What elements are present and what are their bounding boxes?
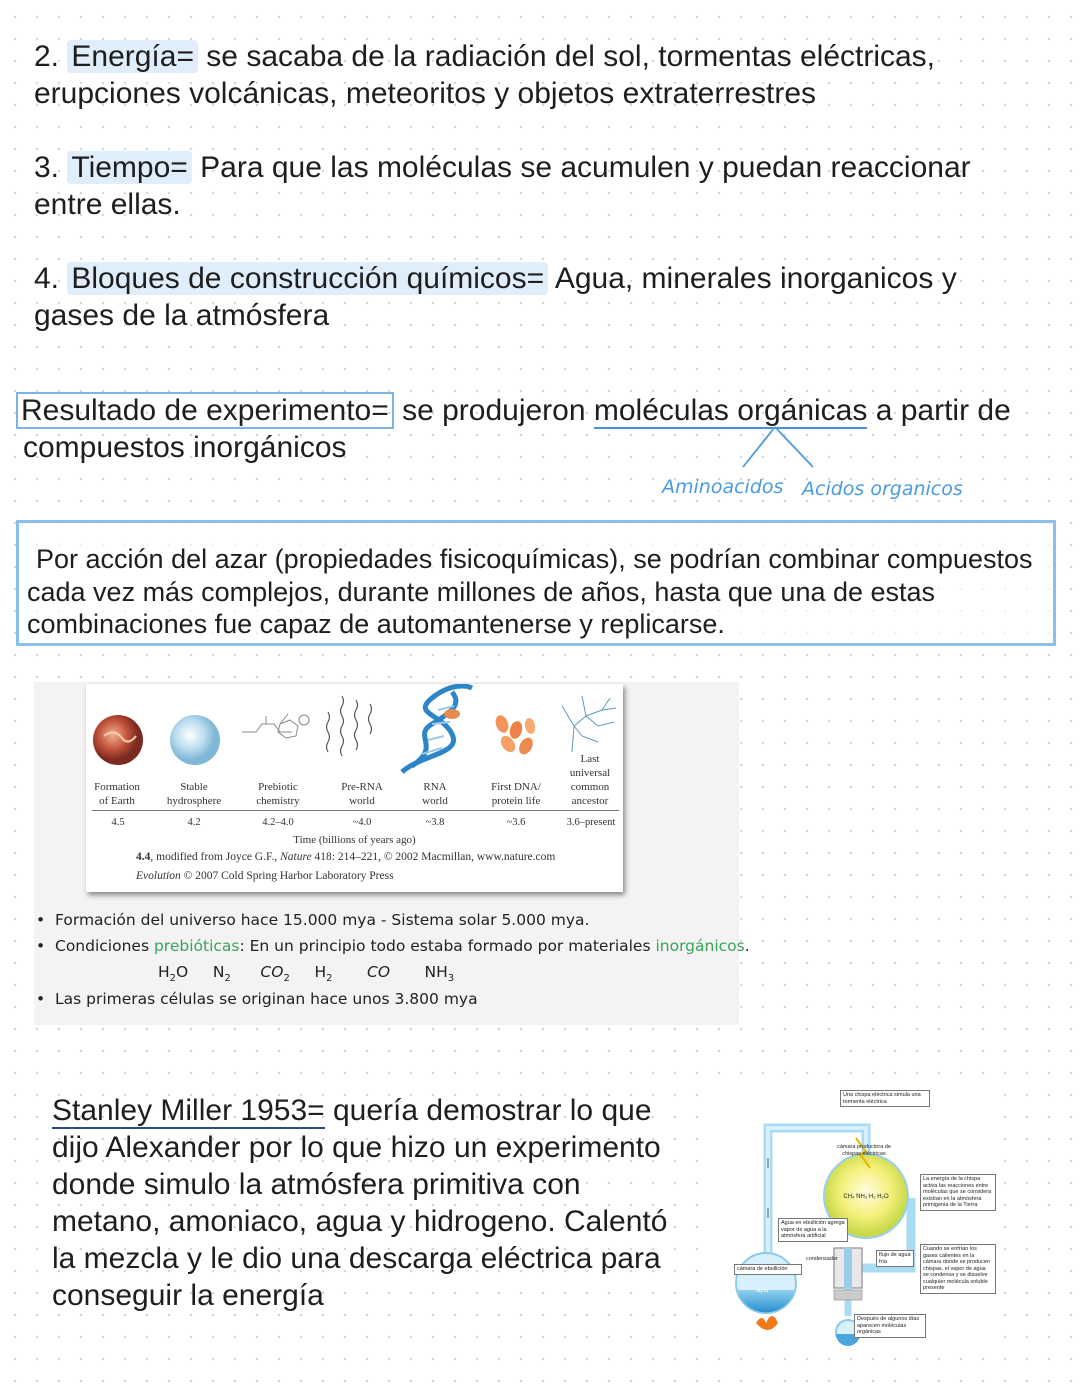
miller-line: metano, amoniaco, agua y hidrogeno. Calentó (52, 1205, 668, 1238)
rna-helix-icon (392, 684, 476, 776)
tree-of-life-icon (552, 686, 622, 756)
pre-rna-strands-icon (320, 692, 380, 772)
miller-line: la mezcla y le dio una descarga eléctrica para (52, 1242, 661, 1275)
item-number: 3. (34, 151, 60, 184)
stage-label: First DNA/ protein life (491, 781, 541, 807)
stage-label: RNA world (422, 781, 448, 807)
result-highlight: moléculas orgánicas (593, 394, 868, 427)
boxed-line: combinaciones fue capaz de automantenerse y replicarse. (27, 609, 725, 639)
item-number: 2. (34, 40, 60, 73)
item-tiempo (34, 149, 1054, 223)
item-bloques (34, 260, 1054, 334)
bullet-item: • Formación del universo hace 15.000 mya - Sistema solar 5.000 mya. (36, 911, 590, 929)
stage-label: Pre-RNA world (341, 781, 383, 807)
apparatus-label: flujo de agua fría (876, 1250, 914, 1267)
apparatus-drawing (716, 1078, 998, 1350)
item-text: se sacaba de la radiación del sol, tormentas eléctricas, (197, 40, 936, 73)
apparatus-label: cámara de ebullición (734, 1264, 802, 1275)
apparatus-label: cámara productora de chispas eléctricas (837, 1144, 891, 1157)
earth-formation-icon (92, 706, 152, 766)
prebiotic-molecule-icon (238, 710, 310, 750)
boxed-line: cada vez más complejos, durante millones de años, hasta que una de estas (27, 576, 936, 607)
apparatus-label: agua (756, 1288, 769, 1294)
apparatus-label: Una chispa eléctrica simula una tormenta eléctrica (840, 1090, 930, 1107)
first-cells-icon (488, 712, 544, 762)
result-text-c: a partir de (867, 394, 1011, 427)
gases-label: CH₄ NH₃ H₂ H₂O (843, 1194, 889, 1200)
timeline-axis (92, 810, 619, 811)
item-energia (34, 38, 1054, 112)
boxed-paragraph (16, 520, 1056, 646)
apparatus-label: condensador (806, 1256, 838, 1262)
miller-line: dijo Alexander por lo que hizo un experimento (52, 1131, 661, 1164)
stage-time: ~3.6 (506, 817, 526, 828)
apparatus-label: La energía de la chispa activa las reacciones entre moléculas que se considera existían en la atmósfera primigenia de la Tierra (920, 1174, 996, 1211)
stage-label: Stable hydrosphere (166, 781, 222, 807)
stage-time: ~3.8 (425, 817, 445, 828)
apparatus-label: Cuando se enfrían los gases calientes en la cámara donde se producen chispas, el vapor de agua se condensa y se disuelve cualquier molécula soluble presente (920, 1244, 996, 1294)
result-statement (16, 392, 1076, 466)
miller-line: donde simulo la atmósfera primitiva con (52, 1168, 581, 1201)
stage-time: 3.6–present (566, 817, 616, 828)
item-term: Tiempo= (67, 151, 191, 184)
result-label: Resultado de experimento= (16, 392, 394, 429)
chemical-formulas: $H_2O$ $N_2$ $CO_2$ $H_2$ CO $NH_3$ (158, 963, 455, 985)
stage-time: 4.2 (187, 817, 201, 828)
miller-name: Stanley Miller 1953= (52, 1094, 325, 1127)
miller-paragraph (52, 1092, 712, 1314)
miller-apparatus-figure (716, 1078, 998, 1350)
boxed-line: Por acción del azar (propiedades fisicoquímicas), se podrían combinar compuestos (36, 544, 1033, 574)
miller-line: quería demostrar lo que (324, 1094, 652, 1127)
bullet-item: • Condiciones prebióticas: En un principio todo estaba formado por materiales inorgánicos. (36, 937, 750, 955)
hydrosphere-icon (168, 706, 228, 766)
item-term: Bloques de construcción químicos= (67, 262, 548, 295)
branch-right: Acidos organicos (802, 478, 963, 500)
miller-line: conseguir la energía (52, 1279, 324, 1312)
item-text-continued: entre ellas. (34, 188, 181, 221)
item-text: Para que las moléculas se acumulen y puedan reaccionar (191, 151, 971, 184)
bullet-item: • Las primeras células se originan hace unos 3.800 mya (36, 990, 478, 1008)
stage-label: Prebiotic chemistry (256, 781, 300, 807)
branch-left: Aminoacidos (662, 476, 784, 498)
timeline-figure (86, 684, 623, 892)
item-text: Agua, minerales inorganicos y (548, 262, 957, 295)
apparatus-label: Agua en ebullición agrega vapor de agua a la atmósfera artificial (778, 1218, 848, 1242)
result-text-a: se produjeron (393, 394, 594, 427)
item-term: Energía= (67, 40, 198, 73)
stage-time: 4.5 (111, 817, 125, 828)
item-number: 4. (34, 262, 60, 295)
result-line2: compuestos inorgánicos (23, 431, 347, 464)
apparatus-label: Después de algunos días aparecen moléculas orgánicas (854, 1314, 926, 1338)
item-text-continued: gases de la atmósfera (34, 299, 330, 332)
stage-time: 4.2–4.0 (262, 817, 294, 828)
axis-label: Time (billions of years ago) (293, 834, 416, 846)
figure-credit: 4.4, modified from Joyce G.F., Nature 418: 214–221, © 2002 Macmillan, www.nature.com (136, 851, 556, 863)
figure-credit: Evolution © 2007 Cold Spring Harbor Laboratory Press (136, 870, 394, 882)
stage-time: ~4.0 (352, 817, 372, 828)
stage-label: Formation of Earth (94, 781, 140, 807)
stage-label: Last universal common ancestor (569, 753, 611, 807)
item-text-continued: erupciones volcánicas, meteoritos y objetos extraterrestres (34, 77, 817, 110)
branch-lines (735, 425, 825, 470)
